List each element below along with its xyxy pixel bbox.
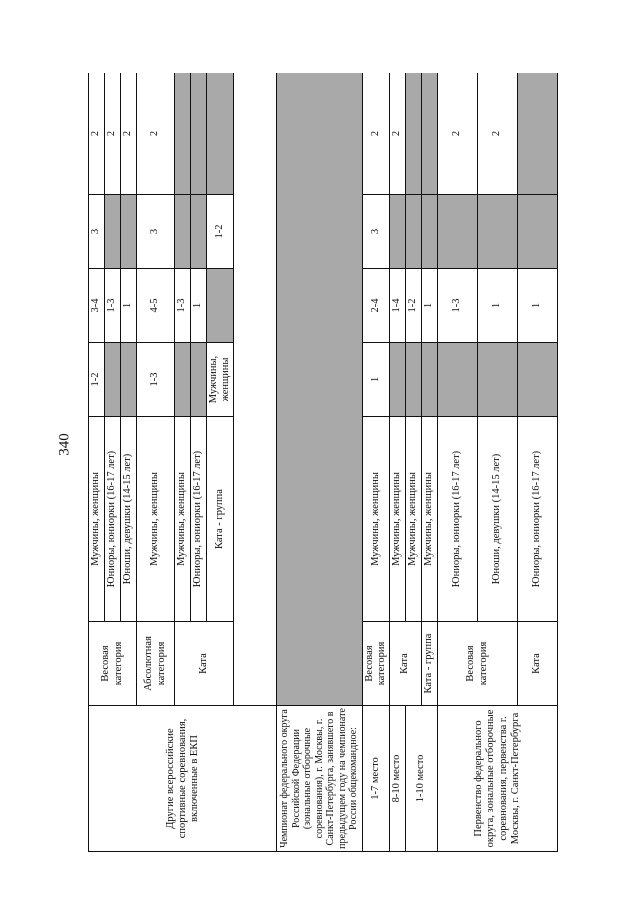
cell-shaded [191,343,207,417]
cell-group: Мужчины, женщины [207,343,234,417]
cell-shaded [478,343,518,417]
cell-value: 2 [89,73,105,195]
cell-shaded [406,195,422,269]
cell-kata-group: Ката - группа [207,417,234,622]
cell-shaded [406,343,422,417]
cell-abs-cat: Абсолютная категория [137,622,175,706]
cell-value: 1 [191,269,207,343]
cell-shaded [105,195,121,269]
cell-value: 1-2 [406,269,422,343]
cell-value: 1-3 [438,269,478,343]
cell-value: 2 [438,73,478,195]
cell-value: 3 [137,195,175,269]
cell-group: Юниоры, юниорки (16-17 лет) [518,417,558,622]
cell-shaded [121,343,137,417]
cell-value: 3 [89,195,105,269]
cell-shaded [478,195,518,269]
cell-value: 1-2 [89,343,105,417]
cell-value: 3-4 [89,269,105,343]
cell-value: 1 [121,269,137,343]
cell-group: Юноши, девушки (14-15 лет) [121,417,137,622]
cell-weight-cat: Весовая категория [362,622,389,706]
cell-shaded [422,343,438,417]
cell-group: Юниоры, юниорки (16-17 лет) [191,417,207,622]
cell-shaded [438,343,478,417]
cell-shaded [207,73,234,195]
cell-value: 2 [362,73,389,195]
cell-shaded [175,343,191,417]
cell-shaded [207,269,234,343]
cell-value: 1 [362,343,389,417]
cell-group: Мужчины, женщины [406,417,422,622]
cell-shaded [191,73,207,195]
cell-shaded [390,195,406,269]
cell-other-competitions: Другие всероссийские спортивные соревнования, включенные в ЕКП [89,706,277,852]
cell-shaded [438,195,478,269]
cell-value: 3 [362,195,389,269]
cell-group: Мужчины, женщины [390,417,406,622]
cell-shaded [518,343,558,417]
cell-group: Юниоры, юниорки (16-17 лет) [105,417,121,622]
cell-kata: Ката [518,622,558,706]
cell-group: Мужчины, женщины [422,417,438,622]
cell-value: 2 [105,73,121,195]
cell-group: Мужчины, женщины [175,417,191,622]
cell-value: 2 [137,73,175,195]
cell-shaded [175,73,191,195]
cell-group: Юниоры, юниорки (16-17 лет) [438,417,478,622]
cell-value: 1 [518,269,558,343]
cell-value: 1-2 [207,195,234,269]
cell-value: 1-3 [175,269,191,343]
cell-value: 2 [121,73,137,195]
cell-shaded [518,73,558,195]
cell-place: 1-7 место [362,706,389,852]
cell-shaded [406,73,422,195]
cell-value: 2 [390,73,406,195]
cell-value: 1-3 [137,343,175,417]
cell-group: Мужчины, женщины [137,417,175,622]
cell-weight-cat: Весовая категория [89,622,137,706]
cell-kata: Ката [390,622,422,706]
cell-weight-cat: Весовая категория [438,622,518,706]
page-number: 340 [56,433,73,456]
cell-value: 2 [478,73,518,195]
grid-table [88,73,558,852]
cell-value: 1-3 [105,269,121,343]
cell-shaded [121,195,137,269]
cell-shaded [191,195,207,269]
cell-shaded [390,343,406,417]
cell-value: 2-4 [362,269,389,343]
cell-shaded [422,73,438,195]
cell-value: 1 [478,269,518,343]
cell-value: 4-5 [137,269,175,343]
cell-group: Мужчины, женщины [89,417,105,622]
cell-first-fed: Первенство федерального округа, зональные отборочные соревнования, первенства г. Москвы, г. Санкт-Петербурга [438,706,558,852]
cell-shaded [175,195,191,269]
table-landscape [88,73,558,852]
cell-value: 1 [422,269,438,343]
cell-shaded [277,73,363,706]
cell-place: 8-10 место [390,706,406,852]
cell-shaded [422,195,438,269]
cell-group: Мужчины, женщины [362,417,389,622]
cell-value: 1-4 [390,269,406,343]
cell-shaded [105,343,121,417]
cell-kata: Ката [175,622,234,706]
cell-group: Юноши, девушки (14-15 лет) [478,417,518,622]
cell-kata-group: Ката - группа [422,622,438,706]
cell-fed-champ: Чемпионат федерального округа Российской Федерации (зональные отборочные соревнования), г. Москвы, г. Санкт-Петербурга, занявшего в предыдущем году на чемпионате России общекомандное: [277,706,363,852]
cell-shaded [518,195,558,269]
cell-place: 1-10 место [406,706,438,852]
